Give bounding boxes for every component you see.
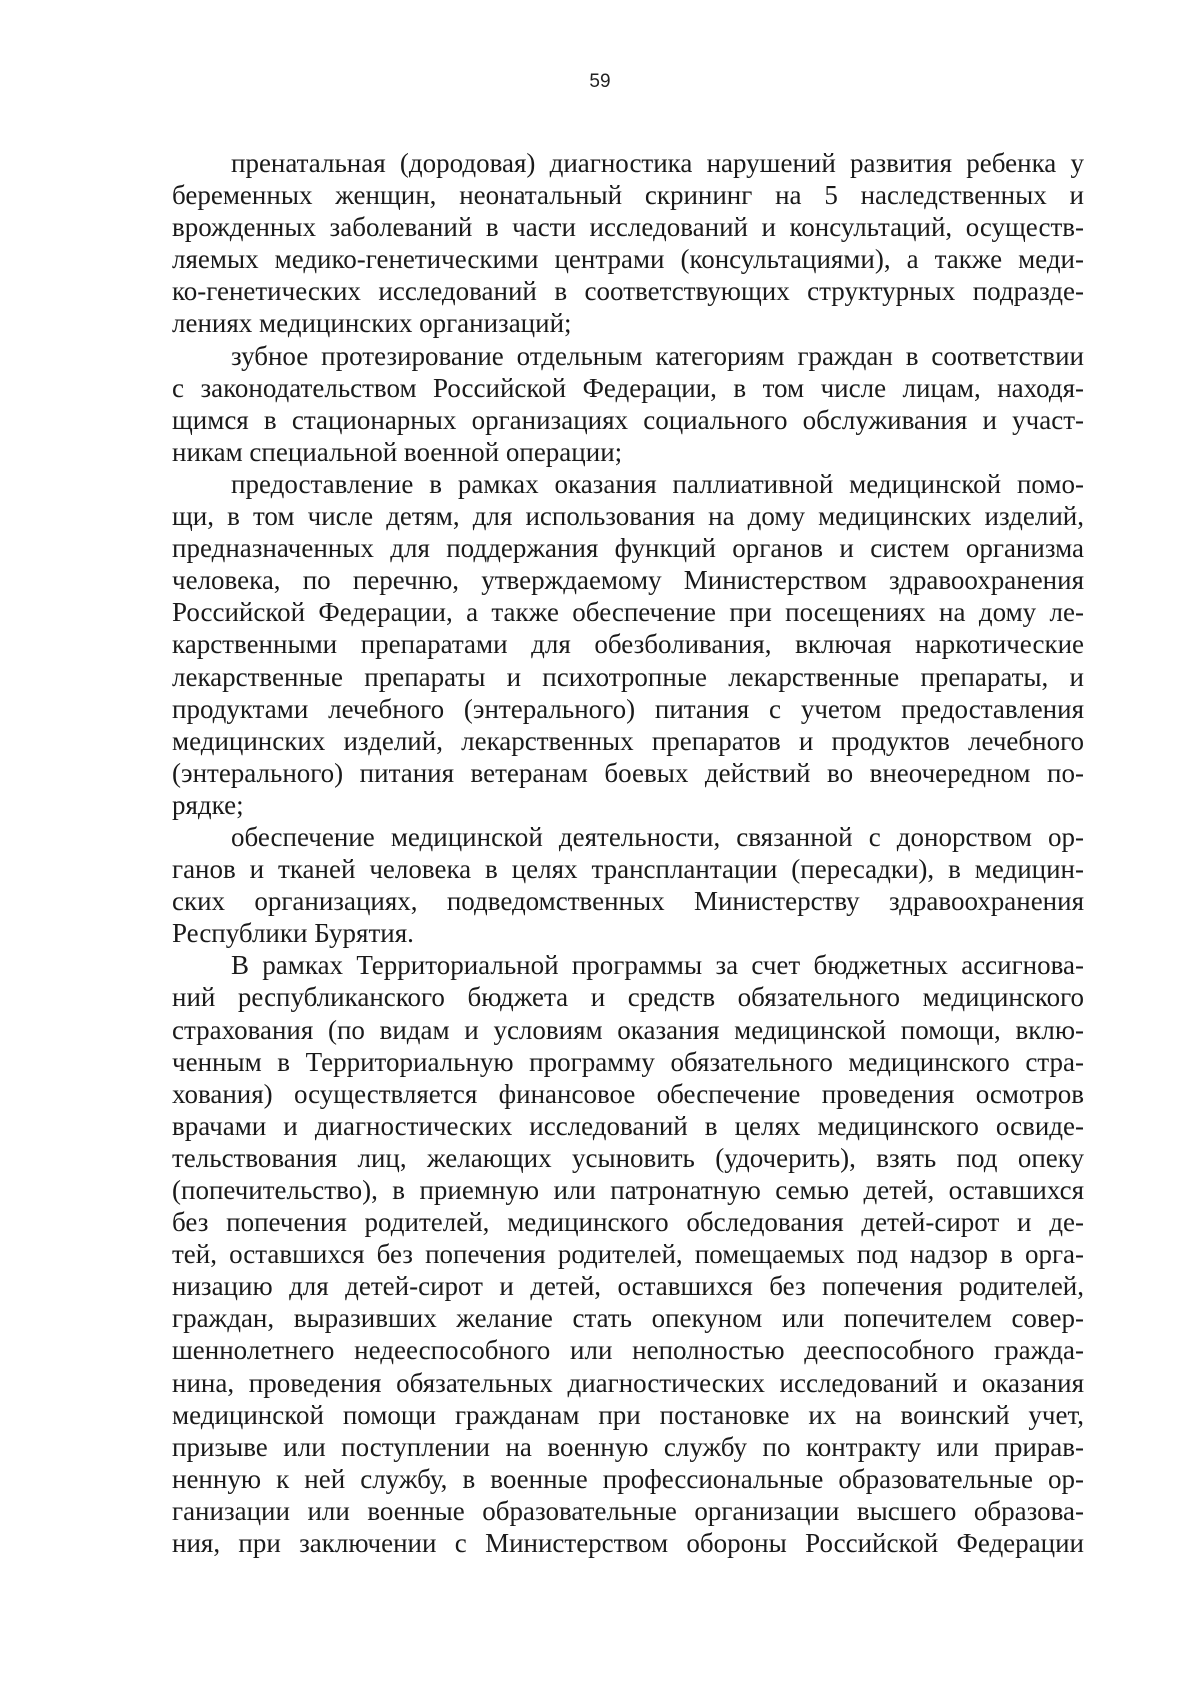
paragraph (172, 949, 1084, 1559)
text-line: рядке; (172, 789, 244, 820)
page-number: 59 (589, 71, 611, 92)
text-line: призыве или поступлении на военную службу по контракту или прирав- (172, 1431, 1084, 1462)
text-line: ляемых медико-генетическими центрами (консультациями), а также меди- (172, 244, 1084, 275)
text-line: ганизации или военные образовательные организации высшего образова- (172, 1495, 1084, 1526)
text-line: тей, оставшихся без попечения родителей, помещаемых под надзор в орга- (172, 1239, 1084, 1270)
text-line: медицинской помощи гражданам при постановке их на воинский учет, (172, 1399, 1084, 1430)
text-line: низацию для детей-сирот и детей, оставшихся без попечения родителей, (172, 1271, 1084, 1302)
paragraph (172, 147, 1084, 340)
text-line: нина, проведения обязательных диагностических исследований и оказания (172, 1367, 1084, 1398)
text-line: врачами и диагностических исследований в целях медицинского освиде- (172, 1110, 1084, 1141)
paragraph (172, 340, 1084, 468)
text-line: врожденных заболеваний в части исследований и консультаций, осуществ- (172, 212, 1084, 243)
text-line: шеннолетнего недееспособного или неполностью дееспособного гражда- (172, 1335, 1084, 1366)
text-line: (энтерального) питания ветеранам боевых действий во внеочередном по- (172, 757, 1084, 788)
text-line: ненную к ней службу, в военные профессиональные образовательные ор- (172, 1463, 1084, 1494)
text-line: с законодательством Российской Федерации, в том числе лицам, находя- (172, 372, 1084, 403)
text-line: Республики Бурятия. (172, 918, 414, 949)
text-line: лекарственные препараты и психотропные лекарственные препараты, и (172, 661, 1084, 692)
text-line: обеспечение медицинской деятельности, связанной с донорством ор- (231, 821, 1084, 852)
text-line: хования) осуществляется финансовое обеспечение проведения осмотров (172, 1078, 1084, 1109)
paragraph (172, 468, 1084, 821)
text-line: предназначенных для поддержания функций органов и систем организма (172, 533, 1084, 564)
text-line: ских организациях, подведомственных Министерству здравоохранения (172, 886, 1084, 917)
text-line: предоставление в рамках оказания паллиативной медицинской помо- (231, 468, 1084, 499)
text-line: щимся в стационарных организациях социального обслуживания и участ- (172, 404, 1084, 435)
text-line: ганов и тканей человека в целях трансплантации (пересадки), в медицин- (172, 854, 1084, 885)
text-line: ко-генетических исследований в соответствующих структурных подразде- (172, 276, 1084, 307)
text-line: (попечительство), в приемную или патронатную семью детей, оставшихся (172, 1175, 1084, 1205)
text-line: человека, по перечню, утверждаемому Министерством здравоохранения (172, 565, 1084, 596)
text-line: граждан, выразивших желание стать опекуном или попечителем совер- (172, 1303, 1084, 1334)
text-line: без попечения родителей, медицинского обследования детей-сирот и де- (172, 1207, 1084, 1238)
text-line: В рамках Территориальной программы за счет бюджетных ассигнова- (231, 950, 1084, 981)
text-line: Российской Федерации, а также обеспечение при посещениях на дому ле- (172, 597, 1084, 628)
document-body (172, 147, 1084, 1559)
text-line: ний республиканского бюджета и средств обязательного медицинского (172, 982, 1084, 1013)
paragraph (172, 821, 1084, 949)
text-line: лениях медицинских организаций; (172, 308, 572, 339)
text-line: тельствования лиц, желающих усыновить (удочерить), взять под опеку (172, 1142, 1084, 1173)
text-line: карственными препаратами для обезболивания, включая наркотические (172, 629, 1084, 660)
text-line: ния, при заключении с Министерством обороны Российской Федерации (172, 1528, 1084, 1559)
text-line: медицинских изделий, лекарственных препаратов и продуктов лечебного (172, 725, 1084, 756)
text-line: пренатальная (дородовая) диагностика нарушений развития ребенка у (231, 148, 1084, 178)
text-line: ченным в Территориальную программу обязательного медицинского стра- (172, 1046, 1084, 1077)
text-line: страхования (по видам и условиям оказания медицинской помощи, вклю- (172, 1014, 1084, 1045)
text-line: продуктами лечебного (энтерального) питания с учетом предоставления (172, 693, 1084, 724)
text-line: беременных женщин, неонатальный скрининг на 5 наследственных и (172, 180, 1084, 211)
text-line: щи, в том числе детям, для использования на дому медицинских изделий, (172, 501, 1084, 532)
text-line: зубное протезирование отдельным категориям граждан в соответствии (231, 340, 1084, 371)
text-line: никам специальной военной операции; (172, 436, 623, 467)
